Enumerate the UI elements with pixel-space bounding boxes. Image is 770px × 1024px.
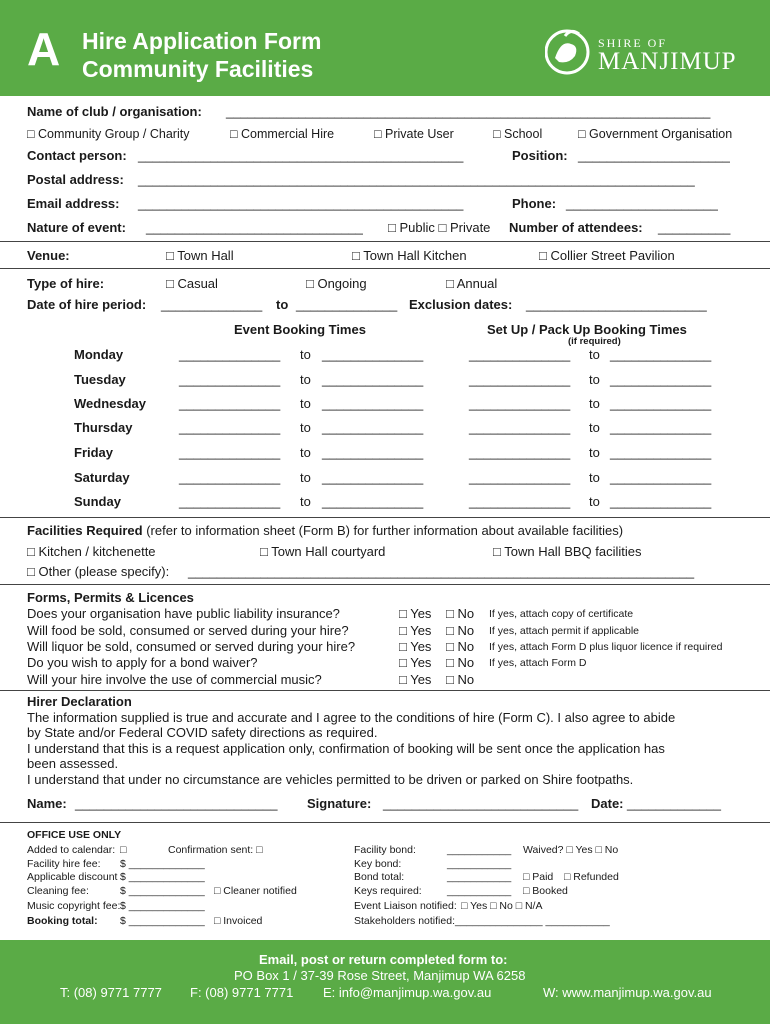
event-end-field[interactable]: ______________ (322, 372, 424, 387)
bond-field[interactable]: ___________ (447, 844, 512, 856)
booking-total-field[interactable]: $ _____________ (120, 915, 205, 927)
position-label: Position: (512, 148, 568, 163)
question-note: If yes, attach Form D plus liquor licence if required (489, 641, 723, 653)
attendees-field[interactable]: __________ (658, 220, 731, 235)
date-field[interactable]: _____________ (627, 796, 721, 811)
setup-start-field[interactable]: ______________ (469, 420, 571, 435)
music-fee-field[interactable]: $ _____________ (120, 900, 205, 912)
booking-row-thursday (0, 420, 770, 444)
event-end-field[interactable]: ______________ (322, 420, 424, 435)
org-type-school[interactable]: □ School (493, 127, 543, 141)
to-label: to (589, 420, 600, 435)
email-field[interactable]: _____________________________________________ (138, 196, 464, 211)
org-type-government[interactable]: □ Government Organisation (578, 127, 733, 141)
divider (0, 822, 770, 823)
postal-label: Postal address: (27, 172, 124, 187)
period-start-field[interactable]: ______________ (161, 297, 263, 312)
setup-start-field[interactable]: ______________ (469, 347, 571, 362)
to-label: to (300, 347, 311, 362)
question-text: Does your organisation have public liability insurance? (27, 606, 340, 621)
day-label: Monday (74, 347, 124, 362)
to-label: to (300, 372, 311, 387)
day-label: Sunday (74, 494, 121, 509)
event-start-field[interactable]: ______________ (179, 372, 281, 387)
no-checkbox[interactable]: □ No (446, 623, 475, 638)
period-end-field[interactable]: ______________ (296, 297, 398, 312)
exclusion-label: Exclusion dates: (409, 297, 513, 312)
booking-row-friday (0, 445, 770, 469)
declaration-line: been assessed. (27, 756, 119, 771)
position-field[interactable]: _____________________ (578, 148, 730, 163)
declaration-line: The information supplied is true and accurate and I agree to the conditions of hire (Form C). I also agree to abide (27, 710, 676, 725)
contact-field[interactable]: _____________________________________________ (138, 148, 464, 163)
bond-total-label: Bond total: (354, 871, 405, 883)
bond-label: Facility bond: (354, 844, 416, 856)
permit-question-row (0, 623, 770, 639)
hire-fee-label: Facility hire fee: (27, 858, 101, 870)
footer-heading: Email, post or return completed form to: (259, 952, 508, 967)
discount-label: Applicable discount (27, 871, 118, 883)
event-start-field[interactable]: ______________ (179, 396, 281, 411)
facility-kitchen[interactable]: □ Kitchen / kitchenette (27, 544, 156, 559)
declaration-line: I understand that this is a request application only, confirmation of booking will be sent once the application has (27, 741, 665, 756)
keys-required-label: Keys required: (354, 885, 422, 897)
cleaning-fee-label: Cleaning fee: (27, 885, 89, 897)
event-end-field[interactable]: ______________ (322, 494, 424, 509)
declaration-line: I understand that under no circumstance are vehicles permitted to be driven or parked on Shire footpaths. (27, 772, 634, 787)
event-start-field[interactable]: ______________ (179, 494, 281, 509)
booking-row-wednesday (0, 396, 770, 420)
event-start-field[interactable]: ______________ (179, 470, 281, 485)
day-label: Saturday (74, 470, 130, 485)
facilities-heading (27, 523, 623, 538)
period-label: Date of hire period: (27, 297, 147, 312)
org-type-private[interactable]: □ Private User (374, 127, 454, 141)
footer-phone[interactable]: T: (08) 9771 7777 (60, 985, 162, 1000)
name-label: Name: (27, 796, 67, 811)
to-label: to (300, 445, 311, 460)
discount-field[interactable]: $ _____________ (120, 871, 205, 883)
waived-checkbox[interactable]: Waived? □ Yes □ No (523, 844, 619, 856)
event-end-field[interactable]: ______________ (322, 470, 424, 485)
public-private-checkbox[interactable]: □ Public □ Private (388, 220, 491, 235)
office-heading: OFFICE USE ONLY (27, 829, 122, 841)
stakeholders-label: Stakeholders notified: (354, 915, 455, 927)
yes-checkbox[interactable]: □ Yes (399, 655, 432, 670)
facilities-heading-note: (refer to information sheet (Form B) for further information about available facilities) (146, 523, 624, 538)
day-label: Friday (74, 445, 114, 460)
declaration-heading: Hirer Declaration (27, 694, 132, 709)
paid-checkbox[interactable]: □ Paid (523, 871, 554, 883)
phone-field[interactable]: _____________________ (566, 196, 718, 211)
footer-web-link[interactable]: W: www.manjimup.wa.gov.au (543, 985, 712, 1000)
permit-question-row (0, 606, 770, 622)
booking-row-sunday (0, 494, 770, 518)
no-checkbox[interactable]: □ No (446, 639, 475, 654)
key-bond-field[interactable]: ___________ (447, 858, 512, 870)
bond-total-field[interactable]: ___________ (447, 871, 512, 883)
liaison-label: Event Liaison notified: (354, 900, 457, 912)
nature-field[interactable]: ______________________________ (146, 220, 363, 235)
question-text: Do you wish to apply for a bond waiver? (27, 655, 258, 670)
setup-start-field[interactable]: ______________ (469, 372, 571, 387)
setup-end-field[interactable]: ______________ (610, 396, 712, 411)
setup-end-field[interactable]: ______________ (610, 470, 712, 485)
date-label: Date: (591, 796, 624, 811)
divider (0, 241, 770, 242)
facility-courtyard[interactable]: □ Town Hall courtyard (260, 544, 386, 559)
to-label: to (300, 494, 311, 509)
to-label: to (300, 396, 311, 411)
org-type-commercial[interactable]: □ Commercial Hire (230, 127, 335, 141)
yes-checkbox[interactable]: □ Yes (399, 672, 432, 687)
to-label: to (589, 347, 600, 362)
key-bond-label: Key bond: (354, 858, 402, 870)
setup-end-field[interactable]: ______________ (610, 372, 712, 387)
facilities-heading-bold: Facilities Required (27, 523, 143, 538)
cleaner-notified-checkbox[interactable]: □ Cleaner notified (214, 885, 297, 897)
form-title-line2: Community Facilities (82, 56, 314, 82)
event-end-field[interactable]: ______________ (322, 347, 424, 362)
signature-field[interactable]: ___________________________ (383, 796, 579, 811)
period-to: to (276, 297, 289, 312)
setup-end-field[interactable]: ______________ (610, 494, 712, 509)
setup-booking-subheading: (if required) (568, 336, 621, 347)
setup-start-field[interactable]: ______________ (469, 470, 571, 485)
booking-row-tuesday (0, 372, 770, 396)
to-label: to (589, 494, 600, 509)
yes-checkbox[interactable]: □ Yes (399, 623, 432, 638)
footer-address: PO Box 1 / 37-39 Rose Street, Manjimup WA 6258 (234, 968, 526, 983)
exclusion-field[interactable]: _________________________ (526, 297, 707, 312)
divider (0, 268, 770, 269)
logo-text-top: SHIRE OF (598, 36, 668, 50)
logo-text-bottom: MANJIMUP (598, 48, 737, 75)
setup-booking-heading: Set Up / Pack Up Booking Times (487, 322, 687, 337)
question-note: If yes, attach copy of certificate (489, 608, 634, 620)
yes-checkbox[interactable]: □ Yes (399, 606, 432, 621)
to-label: to (589, 396, 600, 411)
contact-label: Contact person: (27, 148, 127, 163)
form-title-line1: Hire Application Form (82, 28, 322, 54)
nature-label: Nature of event: (27, 220, 126, 235)
setup-end-field[interactable]: ______________ (610, 347, 712, 362)
refunded-checkbox[interactable]: □ Refunded (564, 871, 619, 883)
booking-row-saturday (0, 470, 770, 494)
venue-town-hall-kitchen[interactable]: □ Town Hall Kitchen (352, 248, 467, 263)
org-field[interactable]: ___________________________________________________________________ (226, 104, 711, 119)
no-checkbox[interactable]: □ No (446, 655, 475, 670)
setup-end-field[interactable]: ______________ (610, 420, 712, 435)
setup-start-field[interactable]: ______________ (469, 445, 571, 460)
invoiced-checkbox[interactable]: □ Invoiced (214, 915, 263, 927)
event-start-field[interactable]: ______________ (179, 347, 281, 362)
permit-question-row (0, 639, 770, 655)
confirmation-sent-checkbox[interactable]: Confirmation sent: □ (168, 844, 263, 856)
booking-total-label: Booking total: (27, 915, 98, 927)
day-label: Tuesday (74, 372, 126, 387)
question-note: If yes, attach permit if applicable (489, 625, 639, 637)
to-label: to (300, 420, 311, 435)
setup-start-field[interactable]: ______________ (469, 396, 571, 411)
venue-town-hall[interactable]: □ Town Hall (166, 248, 234, 263)
yes-checkbox[interactable]: □ Yes (399, 639, 432, 654)
divider (0, 517, 770, 518)
to-label: to (300, 470, 311, 485)
phone-label: Phone: (512, 196, 557, 211)
venue-collier-street[interactable]: □ Collier Street Pavilion (539, 248, 675, 263)
no-checkbox[interactable]: □ No (446, 672, 475, 687)
hire-fee-field[interactable]: $ _____________ (120, 858, 205, 870)
event-start-field[interactable]: ______________ (179, 420, 281, 435)
to-label: to (589, 470, 600, 485)
postal-field[interactable]: _____________________________________________________________________________ (138, 172, 695, 187)
question-text: Will food be sold, consumed or served during your hire? (27, 623, 349, 638)
stakeholders-field[interactable]: _______________ ___________ (455, 915, 610, 927)
org-type-community[interactable]: □ Community Group / Charity (27, 127, 190, 141)
cleaning-fee-field[interactable]: $ _____________ (120, 885, 205, 897)
question-text: Will your hire involve the use of commercial music? (27, 672, 322, 687)
event-end-field[interactable]: ______________ (322, 396, 424, 411)
name-field[interactable]: ____________________________ (75, 796, 278, 811)
question-note: If yes, attach Form D (489, 657, 587, 669)
footer-email-link[interactable]: E: info@manjimup.wa.gov.au (323, 985, 492, 1000)
setup-end-field[interactable]: ______________ (610, 445, 712, 460)
footer-banner (0, 940, 770, 1024)
event-start-field[interactable]: ______________ (179, 445, 281, 460)
permit-question-row (0, 655, 770, 671)
booked-checkbox[interactable]: □ Booked (523, 885, 568, 897)
email-label: Email address: (27, 196, 120, 211)
footer-fax: F: (08) 9771 7771 (190, 985, 294, 1000)
forms-heading: Forms, Permits & Licences (27, 590, 194, 605)
to-label: to (589, 445, 600, 460)
keys-required-field[interactable]: ___________ (447, 885, 512, 897)
day-label: Thursday (74, 420, 133, 435)
divider (0, 584, 770, 585)
declaration-line: by State and/or Federal COVID safety directions as required. (27, 725, 378, 740)
added-calendar-checkbox[interactable]: □ (120, 844, 127, 856)
event-end-field[interactable]: ______________ (322, 445, 424, 460)
facility-other[interactable]: □ Other (please specify): (27, 564, 170, 579)
added-calendar-label: Added to calendar: (27, 844, 116, 856)
music-fee-label: Music copyright fee: (27, 900, 121, 912)
signature-label: Signature: (307, 796, 372, 811)
facility-bbq[interactable]: □ Town Hall BBQ facilities (493, 544, 642, 559)
org-label: Name of club / organisation: (27, 104, 202, 119)
setup-start-field[interactable]: ______________ (469, 494, 571, 509)
question-text: Will liquor be sold, consumed or served during your hire? (27, 639, 356, 654)
hire-type-label: Type of hire: (27, 276, 105, 291)
venue-label: Venue: (27, 248, 70, 263)
to-label: to (589, 372, 600, 387)
form-letter: A (27, 23, 61, 75)
attendees-label: Number of attendees: (509, 220, 643, 235)
booking-row-monday (0, 347, 770, 371)
divider (0, 690, 770, 691)
header-banner (0, 0, 770, 96)
facility-other-field[interactable]: ______________________________________________________________________ (188, 564, 695, 579)
day-label: Wednesday (74, 396, 147, 411)
no-checkbox[interactable]: □ No (446, 606, 475, 621)
event-booking-heading: Event Booking Times (234, 322, 366, 337)
permit-question-row (0, 672, 770, 688)
hire-annual[interactable]: □ Annual (446, 276, 498, 291)
hire-ongoing[interactable]: □ Ongoing (306, 276, 367, 291)
liaison-options[interactable]: □ Yes □ No □ N/A (461, 900, 543, 912)
hire-casual[interactable]: □ Casual (166, 276, 218, 291)
